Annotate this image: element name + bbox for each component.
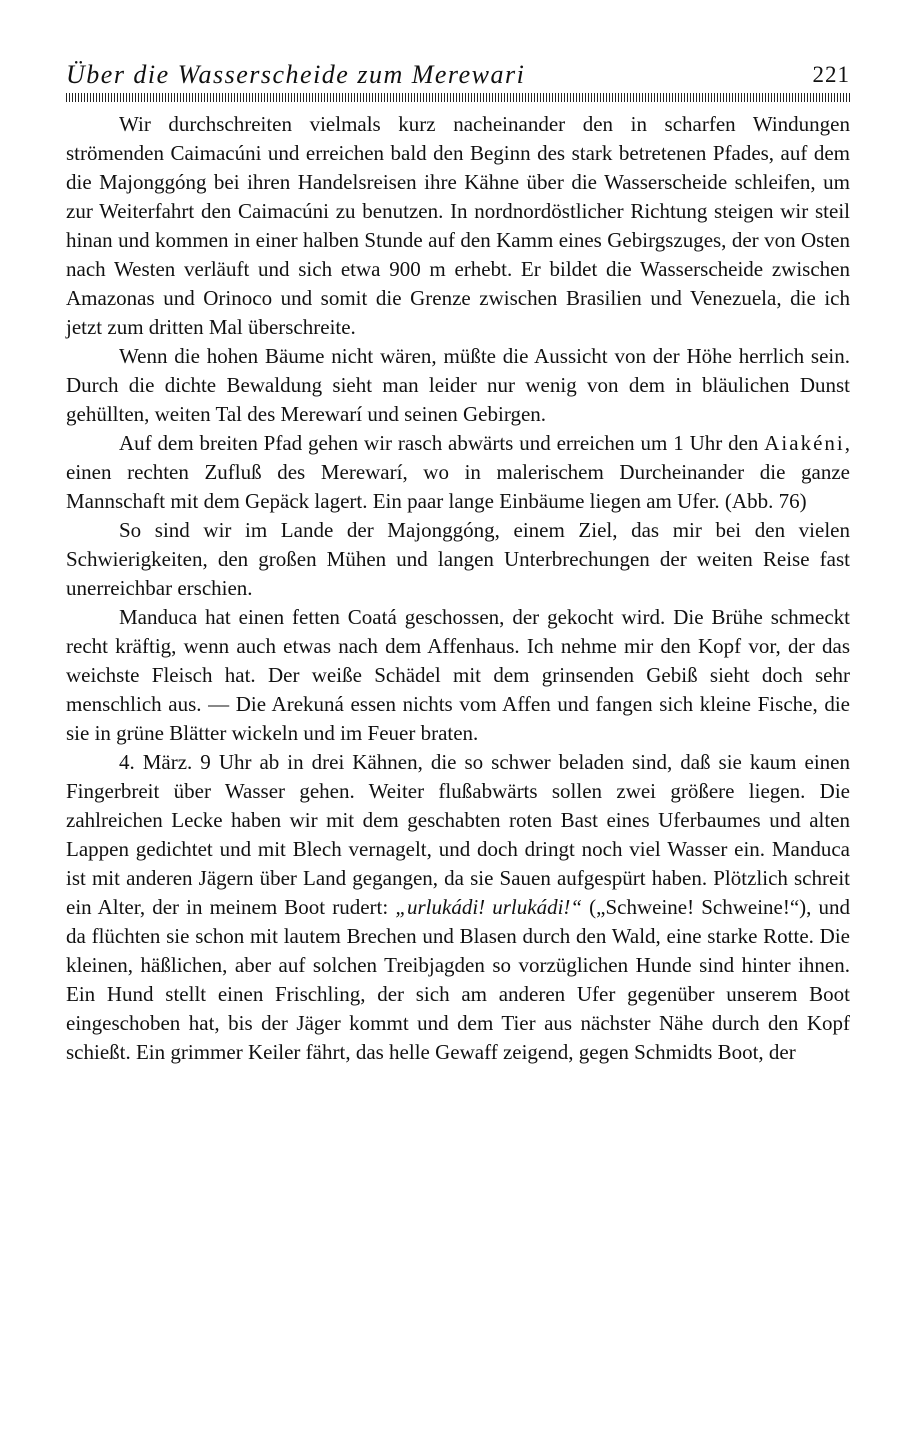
paragraph: Wenn die hohen Bäume nicht wären, müßte die Aussicht von der Höhe herrlich sein. Durch die dichte Bewaldung sieht man leider nur wenig von dem in bläulichen Dunst gehüllten, weiten Tal des Merewarí und seinen Gebirgen. <box>66 344 850 426</box>
paragraph-text: 4. März. 9 Uhr ab in drei Kähnen, die so schwer beladen sind, daß sie kaum einen Fingerbreit über Wasser gehen. Weiter flußabwärts sollen zwei größere liegen. Die zahlreichen Lecke haben wir mit dem geschabten roten Bast eines Uferbaumes und alten Lappen gedichtet und mit Blech vernagelt, und doch dringt noch viel Wasser ein. Manduca ist mit anderen Jägern über Land gegangen, da sie Sauen aufgespürt haben. Plötzlich schreit ein Alter, der in meinem Boot rudert: <box>66 750 850 919</box>
paragraph <box>66 748 850 1067</box>
italic-quotation: „urlukádi! urlukádi!“ <box>395 895 583 919</box>
paragraph: So sind wir im Lande der Majonggóng, einem Ziel, das mir bei den vielen Schwierigkeiten, den großen Mühen und langen Unterbrechungen der weiten Reise fast unerreichbar erschien. <box>66 518 850 600</box>
book-page <box>66 58 850 1067</box>
paragraph: Wir durchschreiten vielmals kurz nacheinander den in scharfen Windungen strömenden Caimacúni und erreichen bald den Beginn des stark betretenen Pfades, auf dem die Majonggóng bei ihren Handelsreisen ihre Kähne über die Wasserscheide schleifen, um zur Weiterfahrt den Caimacúni zu benutzen. In nordnordöstlicher Richtung steigen wir steil hinan und kommen in einer halben Stunde auf den Kamm eines Gebirgszuges, der von Osten nach Westen verläuft und sich etwa 900 m erhebt. Er bildet die Wasserscheide zwischen Amazonas und Orinoco und somit die Grenze zwischen Brasilien und Venezuela, die ich jetzt zum dritten Mal überschreite. <box>66 112 850 339</box>
paragraph <box>66 429 850 516</box>
running-head <box>66 58 850 94</box>
body-text <box>66 110 850 1067</box>
paragraph: Manduca hat einen fetten Coatá geschossen, der gekocht wird. Die Brühe schmeckt recht kräftig, wenn auch etwas nach dem Affenhaus. Ich nehme mir den Kopf vor, der das weichste Fleisch hat. Der weiße Schädel mit dem grinsenden Gebiß sieht doch sehr menschlich aus. — Die Arekuná essen nichts vom Affen und fangen sich kleine Fische, die sie in grüne Blätter wickeln und im Feuer braten. <box>66 605 850 745</box>
paragraph-text: („Schweine! Schweine!“), und da flüchten sie schon mit lautem Brechen und Blasen durch den Wald, eine starke Rotte. Die kleinen, häßlichen, aber auf solchen Treibjagden so vorzüglichen Hunde sind hinter ihnen. Ein Hund stellt einen Frischling, der sich am anderen Ufer gegenüber unserem Boot eingeschoben hat, bis der Jäger kommt und dem Tier aus nächster Nähe durch den Kopf schießt. Ein grimmer Keiler fährt, das helle Gewaff zeigend, gegen Schmidts Boot, der <box>66 895 850 1064</box>
paragraph-text: , einen rechten Zufluß des Merewarí, wo in malerischem Durcheinander die ganze Mannschaft mit dem Gepäck lagert. Ein paar lange Einbäume liegen am Ufer. (Abb. 76) <box>66 431 850 513</box>
page-number: 221 <box>812 62 850 87</box>
paragraph-text: Auf dem breiten Pfad gehen wir rasch abwärts und erreichen um 1 Uhr den <box>119 431 765 455</box>
header-rule-divider <box>66 93 850 102</box>
river-name-spaced: Aiakéni <box>764 431 845 455</box>
running-head-title: Über die Wasserscheide zum Merewari <box>66 60 526 89</box>
